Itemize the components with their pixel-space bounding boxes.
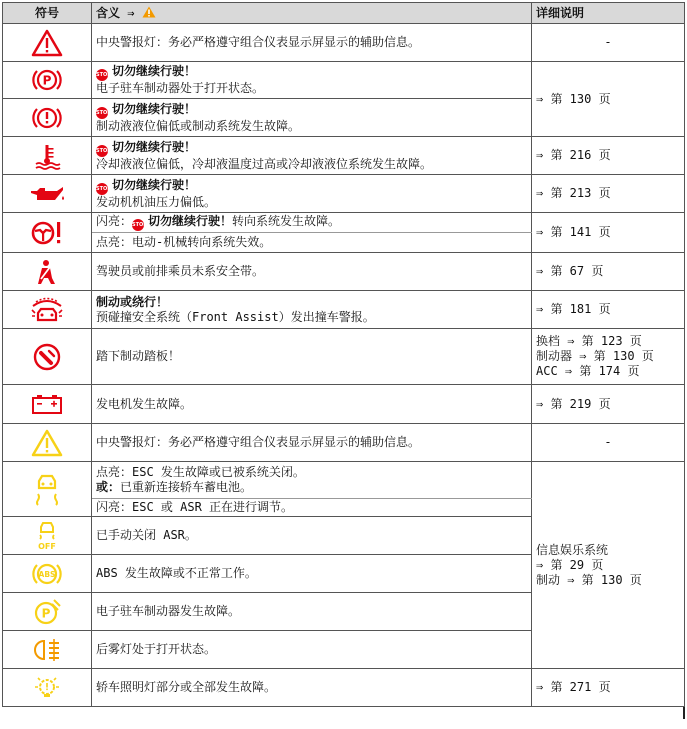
row-text: 后雾灯处于打开状态。	[92, 631, 532, 669]
table-row	[3, 291, 685, 329]
row-title: 切勿继续行驶！	[148, 214, 233, 228]
warning-triangle-icon	[142, 6, 156, 18]
row-text: 中央警报灯：务必严格遵守组合仪表显示屏显示的辅助信息。	[92, 24, 532, 62]
brake-pedal-icon	[31, 341, 63, 373]
steering-warning-icon	[27, 218, 67, 248]
table-row	[3, 175, 685, 213]
row-detail: ⇒ 第 213 页	[532, 175, 685, 213]
red-warning-triangle-icon	[30, 28, 64, 58]
table-row	[3, 62, 685, 99]
row-text: 电子驻车制动器处于打开状态。	[96, 81, 265, 95]
row-text: 点亮：ESC 发生故障或已被系统关闭。	[96, 465, 305, 479]
svg-text:P: P	[41, 606, 51, 620]
warning-lights-table	[2, 2, 685, 707]
table-row	[3, 462, 685, 499]
table-header	[3, 3, 685, 24]
row-text: 踏下制动踏板！	[92, 329, 532, 385]
stop-icon: STOP	[132, 219, 144, 231]
row-text: 预碰撞安全系统（Front Assist）发出撞车警报。	[96, 309, 375, 324]
row-title: 切勿继续行驶！	[112, 101, 197, 116]
row-detail: ⇒ 第 271 页	[532, 669, 685, 707]
row-detail: 信息娱乐系统	[536, 542, 609, 557]
row-detail: ⇒ 第 130 页	[532, 62, 685, 137]
header-meaning: 含义 ⇒	[92, 3, 532, 24]
row-text: ABS 发生故障或不正常工作。	[92, 555, 532, 593]
table-row	[3, 669, 685, 707]
row-text: 闪亮：ESC 或 ASR 正在进行调节。	[92, 499, 532, 517]
row-text: 冷却液液位偏低，冷却液温度过高或冷却液液位系统发生故障。	[96, 156, 433, 171]
row-title: 制动或绕行！	[96, 294, 169, 309]
row-text: 已重新连接轿车蓄电池。	[120, 480, 253, 494]
stop-icon: STOP	[96, 183, 108, 195]
stop-icon: STOP	[96, 69, 108, 81]
row-text: 发电机发生故障。	[92, 385, 532, 424]
row-detail: 制动 ⇒ 第 130 页	[536, 572, 642, 587]
parking-brake-fault-icon	[30, 597, 64, 627]
row-text: 已手动关闭 ASR。	[92, 517, 532, 555]
row-text: 驾驶员或前排乘员未系安全带。	[92, 253, 532, 291]
row-detail: ⇒ 第 29 页	[536, 557, 604, 572]
row-title: 或：	[96, 480, 121, 494]
row-detail: ⇒ 第 181 页	[532, 291, 685, 329]
row-text: 电子驻车制动器发生故障。	[92, 593, 532, 631]
stop-icon: STOP	[96, 107, 108, 119]
esc-icon	[32, 472, 62, 506]
row-detail: ⇒ 第 141 页	[532, 213, 685, 253]
row-text: 发动机机油压力偏低。	[96, 194, 217, 209]
table-row	[3, 329, 685, 385]
oil-pressure-icon	[27, 182, 67, 206]
battery-icon	[30, 393, 64, 415]
front-assist-icon	[29, 296, 65, 324]
row-detail: ⇒ 第 67 页	[532, 253, 685, 291]
row-text: 转向系统发生故障。	[232, 214, 341, 228]
svg-text:P: P	[42, 73, 52, 88]
row-detail: -	[532, 24, 685, 62]
table-row	[3, 137, 685, 175]
row-text: 中央警报灯：务必严格遵守组合仪表显示屏显示的辅助信息。	[92, 424, 532, 462]
table-row	[3, 385, 685, 424]
row-detail: ACC ⇒ 第 174 页	[536, 364, 640, 378]
row-detail: -	[532, 424, 685, 462]
row-title: 切勿继续行驶！	[112, 64, 197, 78]
row-detail: ⇒ 第 219 页	[532, 385, 685, 424]
bulb-fault-icon	[31, 674, 63, 702]
asr-off-icon	[32, 520, 62, 552]
page-edge-mark	[683, 707, 685, 719]
row-text: 制动液液位偏低或制动系统发生故障。	[96, 118, 301, 133]
row-title: 切勿继续行驶！	[112, 139, 197, 154]
svg-text:OFF: OFF	[38, 541, 56, 551]
header-symbol: 符号	[3, 3, 92, 24]
parking-brake-red-icon	[31, 66, 63, 94]
yellow-warning-triangle-icon	[30, 428, 64, 458]
table-row	[3, 424, 685, 462]
coolant-temperature-icon	[30, 142, 64, 170]
abs-icon	[30, 559, 64, 589]
table-row	[3, 24, 685, 62]
brake-system-red-icon	[31, 104, 63, 132]
row-detail: 换档 ⇒ 第 123 页	[536, 334, 642, 348]
row-prefix: 闪亮：	[96, 214, 133, 228]
table-row	[3, 253, 685, 291]
row-title: 切勿继续行驶！	[112, 177, 197, 192]
row-text: 点亮：电动-机械转向系统失效。	[92, 233, 532, 253]
row-detail: 制动器 ⇒ 第 130 页	[536, 349, 654, 363]
stop-icon: STOP	[96, 145, 108, 157]
rear-fog-light-icon	[31, 637, 63, 663]
seatbelt-icon	[33, 258, 61, 286]
header-detail: 详细说明	[532, 3, 685, 24]
row-detail: ⇒ 第 216 页	[532, 137, 685, 175]
row-text: 轿车照明灯部分或全部发生故障。	[92, 669, 532, 707]
svg-text:ABS: ABS	[38, 569, 56, 579]
table-row	[3, 213, 685, 233]
